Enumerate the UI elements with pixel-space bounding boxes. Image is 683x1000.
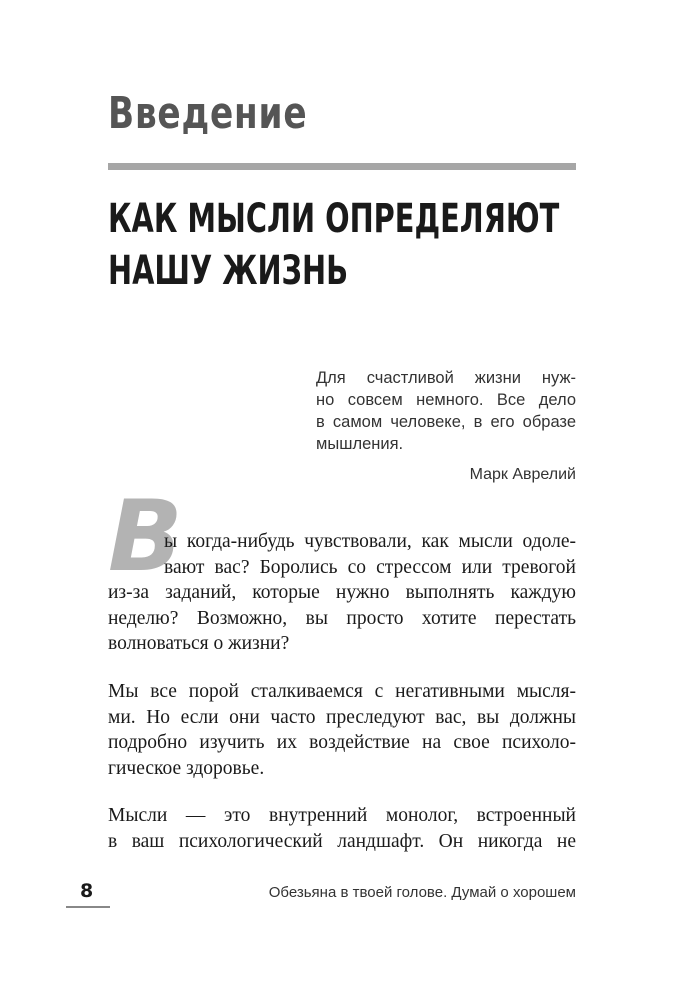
- text-line: из-за заданий, которые нужно выполнять каждую: [108, 582, 576, 603]
- folio-rule: [66, 906, 110, 908]
- text-line: ми. Но если они часто преследуют вас, вы должны: [108, 706, 576, 728]
- paragraph-3: [108, 803, 576, 854]
- text-line: ы когда-нибудь чувствовали, как мысли одоле-: [164, 531, 576, 552]
- paragraph-2: [108, 679, 576, 781]
- text-line: неделю? Возможно, вы просто хотите перестать: [108, 607, 576, 629]
- epigraph-line: мышления.: [316, 435, 404, 453]
- text-line: волноваться о жизни?: [108, 633, 290, 654]
- epigraph-line: но совсем немного. Все дело: [316, 391, 576, 409]
- epigraph-line: в самом человеке, в его образе: [316, 413, 576, 431]
- chapter-title-line: НАШУ ЖИЗНЬ: [108, 248, 349, 294]
- text-line: гическое здоровье.: [108, 757, 265, 779]
- paragraph-1: [108, 529, 576, 657]
- page-number: 8: [80, 880, 94, 902]
- text-line: подробно изучить их воздействие на свое психоло-: [108, 732, 576, 753]
- chapter-title: [108, 193, 559, 297]
- title-rule: [108, 163, 576, 170]
- text-line: вают вас? Боролись со стрессом или тревогой: [164, 556, 576, 578]
- text-line: в ваш психологический ландшафт. Он никогда не: [108, 830, 576, 852]
- chapter-title-line: КАК МЫСЛИ ОПРЕДЕЛЯЮТ: [108, 196, 560, 242]
- epigraph-line: Для счастливой жизни нуж-: [316, 369, 576, 387]
- text-line: Мы все порой сталкиваемся с негативными мысля-: [108, 681, 576, 702]
- text-line: Мысли — это внутренний монолог, встроенный: [108, 805, 576, 826]
- epigraph-author: Марк Аврелий: [469, 466, 576, 483]
- running-head: Обезьяна в твоей голове. Думай о хорошем: [268, 884, 576, 901]
- drop-cap: В: [108, 480, 183, 594]
- section-label: Введение: [108, 88, 308, 139]
- epigraph: [316, 367, 576, 455]
